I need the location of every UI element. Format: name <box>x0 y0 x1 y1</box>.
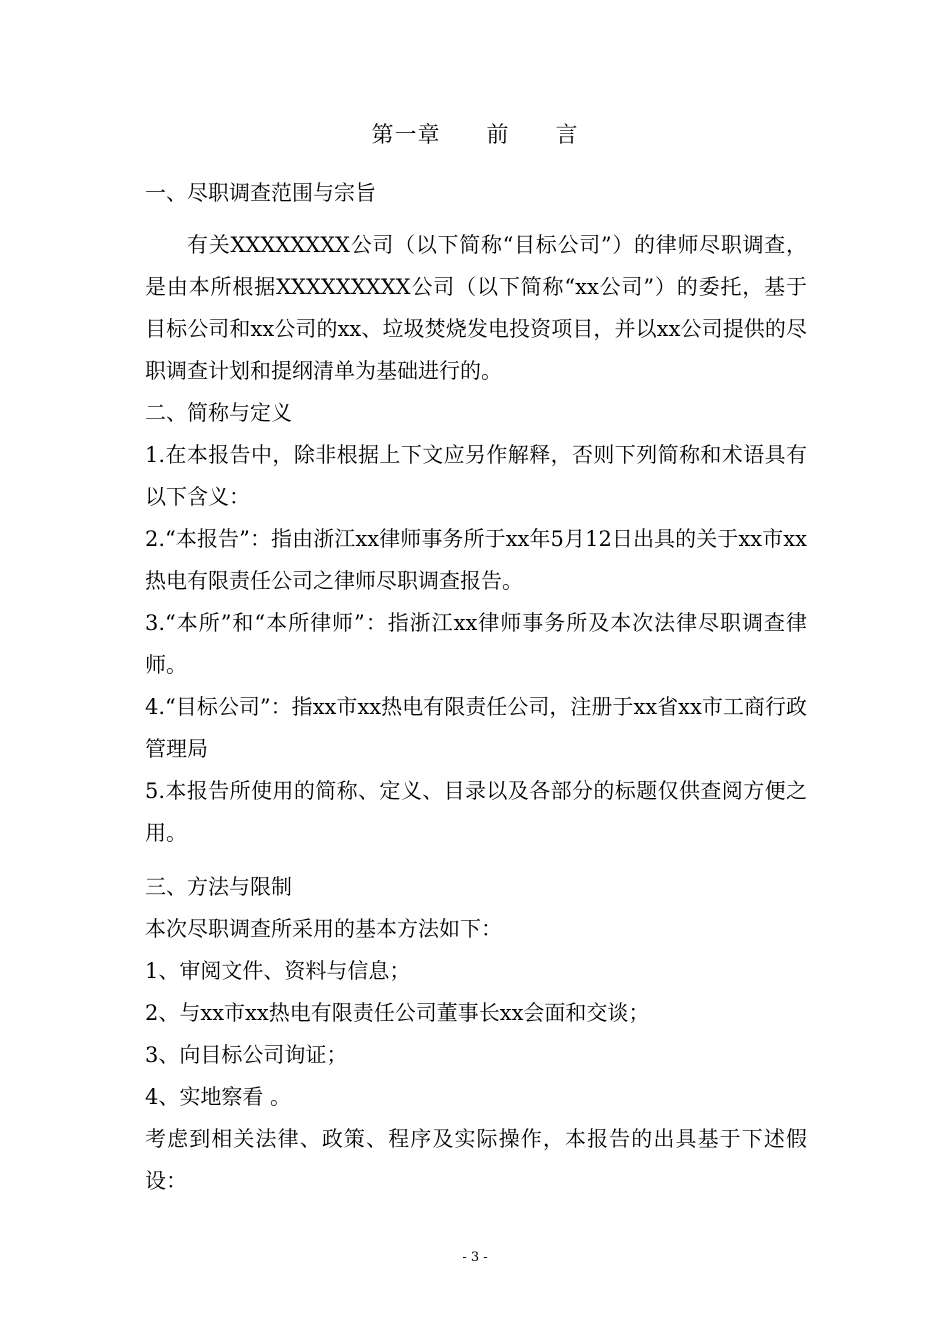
scope-paragraph: 有关XXXXXXXX公司（以下简称“目标公司”）的律师尽职调查，是由本所根据XXXXXXXXX公司（以下简称“xx公司”）的委托，基于目标公司和xx公司的xx、垃圾焚烧发电投资项目，并以xx公司提供的尽职调查计划和提纲清单为基础进行的。 <box>145 233 807 383</box>
definition-item-3: 3.“本所”和“本所律师”：指浙江xx律师事务所及本次法律尽职调查律师。 <box>145 611 807 677</box>
method-item-2: 2、与xx市xx热电有限责任公司董事长xx会面和交谈； <box>145 1001 650 1025</box>
definition-item-2: 2.“本报告”：指由浙江xx律师事务所于xx年5月12日出具的关于xx市xx热电有限责任公司之律师尽职调查报告。 <box>145 527 807 593</box>
section-heading-scope: 一、尽职调查范围与宗旨 <box>145 181 376 205</box>
definition-item-5: 5.本报告所使用的简称、定义、目录以及各部分的标题仅供查阅方便之用。 <box>145 779 807 845</box>
chapter-title: 第一章 前 言 <box>371 123 579 148</box>
assumptions-intro: 考虑到相关法律、政策、程序及实际操作，本报告的出具基于下述假设： <box>145 1127 807 1193</box>
method-item-1: 1、审阅文件、资料与信息； <box>145 959 411 983</box>
methods-intro: 本次尽职调查所采用的基本方法如下： <box>145 917 502 941</box>
method-item-4: 4、实地察看 。 <box>145 1085 292 1109</box>
section-heading-definitions: 二、简称与定义 <box>145 401 292 425</box>
page-number: - 3 - <box>462 1250 488 1265</box>
section-heading-methods: 三、方法与限制 <box>145 875 292 899</box>
definition-item-1: 1.在本报告中，除非根据上下文应另作解释，否则下列简称和术语具有以下含义： <box>145 443 807 509</box>
definition-item-4: 4.“目标公司”：指xx市xx热电有限责任公司，注册于xx省xx市工商行政管理局 <box>145 695 807 761</box>
document-body <box>145 172 807 1202</box>
method-item-3: 3、向目标公司询证； <box>145 1043 348 1067</box>
